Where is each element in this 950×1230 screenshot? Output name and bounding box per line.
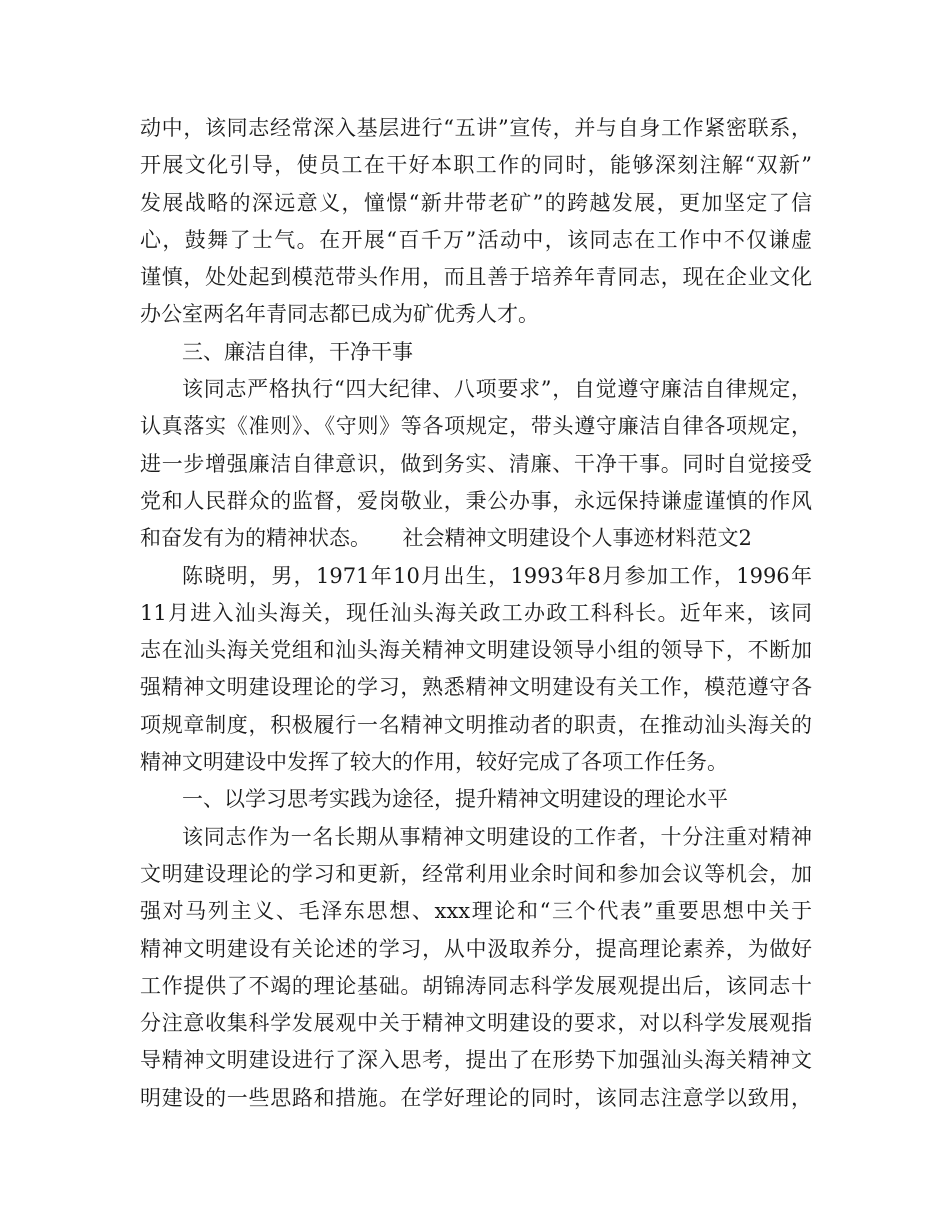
text-line: 谨慎，处处起到模范带头作用，而且善于培养年青同志，现在企业文化 [140,265,812,290]
text-line: 办公室两名年青同志都已成为矿优秀人才。 [140,302,539,327]
text-line: 该同志严格执行“四大纪律、八项要求”，自觉遵守廉洁自律规定， [182,377,812,402]
text-line: 该同志作为一名长期从事精神文明建设的工作者，十分注重对精神 [182,824,812,849]
text-line: 分注意收集科学发展观中关于精神文明建设的要求，对以科学发展观指 [140,1011,812,1036]
text-line: 认真落实《准则》、《守则》等各项规定，带头遵守廉洁自律各项规定， [140,414,812,439]
text-line: 精神文明建设中发挥了较大的作用，较好完成了各项工作任务。 [140,750,728,775]
text-line: 进一步增强廉洁自律意识，做到务实、清廉、干净干事。同时自觉接受 [140,451,812,476]
text-line: 明建设的一些思路和措施。在学好理论的同时，该同志注意学以致用， [140,1085,812,1110]
text-line: 工作提供了不竭的理论基础。胡锦涛同志科学发展观提出后，该同志十 [140,973,812,998]
text-line: 强精神文明建设理论的学习，熟悉精神文明建设有关工作，模范遵守各 [140,675,812,700]
text-line: 文明建设理论的学习和更新，经常利用业余时间和参加会议等机会，加 [140,861,812,886]
text-line-with-title: 和奋发有为的精神状态。 社会精神文明建设个人事迹材料范文2 [140,526,752,551]
section-heading: 三、廉洁自律，干净干事 [182,339,413,364]
text-line: 精神文明建设有关论述的学习，从中汲取养分，提高理论素养，为做好 [140,936,812,961]
text-line: 开展文化引导，使员工在干好本职工作的同时，能够深刻注解“双新” [140,153,812,178]
document-body [140,110,812,1117]
section-heading: 一、以学习思考实践为途径，提升精神文明建设的理论水平 [182,787,728,812]
text-line: 陈晓明，男，1971年10月出生，1993年8月参加工作，1996年 [182,563,812,588]
text-line: 导精神文明建设进行了深入思考，提出了在形势下加强汕头海关精神文 [140,1048,812,1073]
text-line: 志在汕头海关党组和汕头海关精神文明建设领导小组的领导下，不断加 [140,638,812,663]
text-line: 强对马列主义、毛泽东思想、xxx理论和“三个代表”重要思想中关于 [140,899,812,924]
text-line: 动中，该同志经常深入基层进行“五讲”宣传，并与自身工作紧密联系， [140,116,812,140]
text-line: 11月进入汕头海关，现任汕头海关政工办政工科科长。近年来，该同 [140,600,812,625]
text-line: 党和人民群众的监督，爱岗敬业，秉公办事，永远保持谦虚谨慎的作风 [140,488,812,513]
text-line: 发展战略的深远意义，憧憬“新井带老矿”的跨越发展，更加坚定了信 [140,190,812,215]
text-line: 项规章制度，积极履行一名精神文明推动者的职责，在推动汕头海关的 [140,712,812,737]
text-line: 心，鼓舞了士气。在开展“百千万”活动中，该同志在工作中不仅谦虚 [140,227,812,252]
